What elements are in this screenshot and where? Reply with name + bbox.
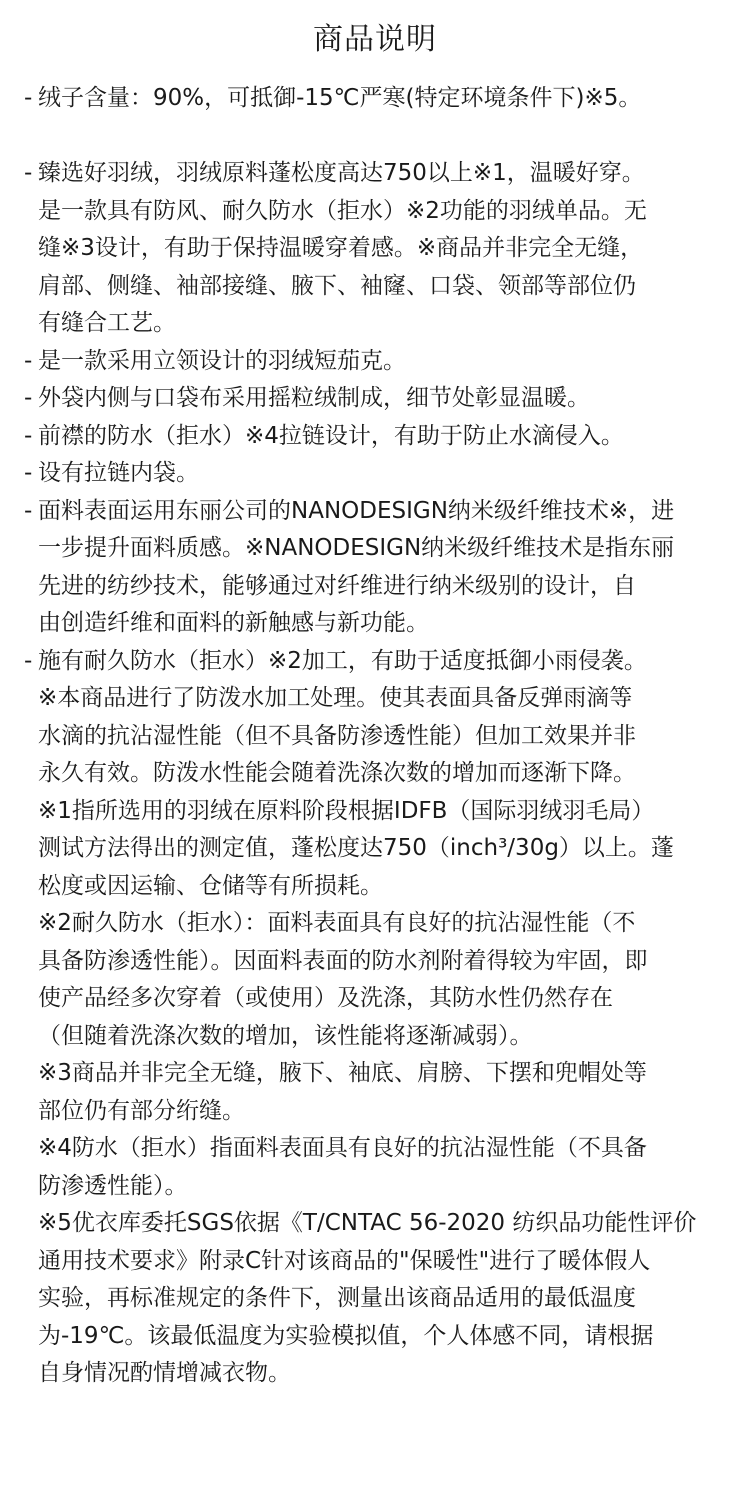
bullet-water-repellent-zipper: - 前襟的防水（拒水）※4拉链设计，有助于防止水滴侵入。 xyxy=(24,418,724,456)
blank-line xyxy=(24,118,724,156)
bullet-down-content: - 绒子含量：90%，可抵御-15℃严寒(特定环境条件下)※5。 xyxy=(24,80,724,118)
bullet-fleece-pocket: - 外袋内侧与口袋布采用摇粒绒制成，细节处彰显温暖。 xyxy=(24,380,724,418)
bullet-nanodesign: - 面料表面运用东丽公司的NANODESIGN纳米级纤维技术※，进 一步提升面料质感。※NANODESIGN纳米级纤维技术是指东丽 先进的纺纱技术，能够通过对纤维进行纳米级别的设计，自 由创造纤维和面料的新触感与新功能。 xyxy=(24,493,724,643)
description-content xyxy=(24,80,724,1393)
page-title: 商品说明 xyxy=(313,22,437,57)
bullet-stand-collar: - 是一款采用立领设计的羽绒短茄克。 xyxy=(24,343,724,381)
bullet-down-quality: - 臻选好羽绒，羽绒原料蓬松度高达750以上※1，温暖好穿。 是一款具有防风、耐久防水（拒水）※2功能的羽绒单品。无 缝※3设计，有助于保持温暖穿着感。※商品并非完全无缝， 肩部、侧缝、袖部接缝、腋下、袖窿、口袋、领部等部位仍 有缝合工艺。 xyxy=(24,155,724,343)
bullet-inner-pocket: - 设有拉链内袋。 xyxy=(24,455,724,493)
bullet-durable-water-repellent: - 施有耐久防水（拒水）※2加工，有助于适度抵御小雨侵袭。 ※本商品进行了防泼水加工处理。使其表面具备反弹雨滴等 水滴的抗沾湿性能（但不具备防渗透性能）但加工效果并非 永久有效。防泼水性能会随着洗涤次数的增加而逐渐下降。 ※1指所选用的羽绒在原料阶段根据IDFB（国际羽绒羽毛局） 测试方法得出的测定值，蓬松度达750（inch³/30g）以上。蓬 松度或因运输、仓储等有所损耗。 ※2耐久防水（拒水）：面料表面具有良好的抗沾湿性能（不 具备防渗透性能）。因面料表面的防水剂附着得较为牢固，即 使产品经多次穿着（或使用）及洗涤，其防水性仍然存在 （但随着洗涤次数的增加，该性能将逐渐减弱）。 ※3商品并非完全无缝，腋下、袖底、肩膀、下摆和兜帽处等 部位仍有部分绗缝。 ※4防水（拒水）指面料表面具有良好的抗沾湿性能（不具备 防渗透性能）。 ※5优衣库委托SGS依据《T/CNTAC 56-2020 纺织品功能性评价 通用技术要求》附录C针对该商品的"保暖性"进行了暖体假人 实验，再标准规定的条件下，测量出该商品适用的最低温度 为-19℃。该最低温度为实验模拟值，个人体感不同，请根据 自身情况酌情增减衣物。 xyxy=(24,643,724,1393)
